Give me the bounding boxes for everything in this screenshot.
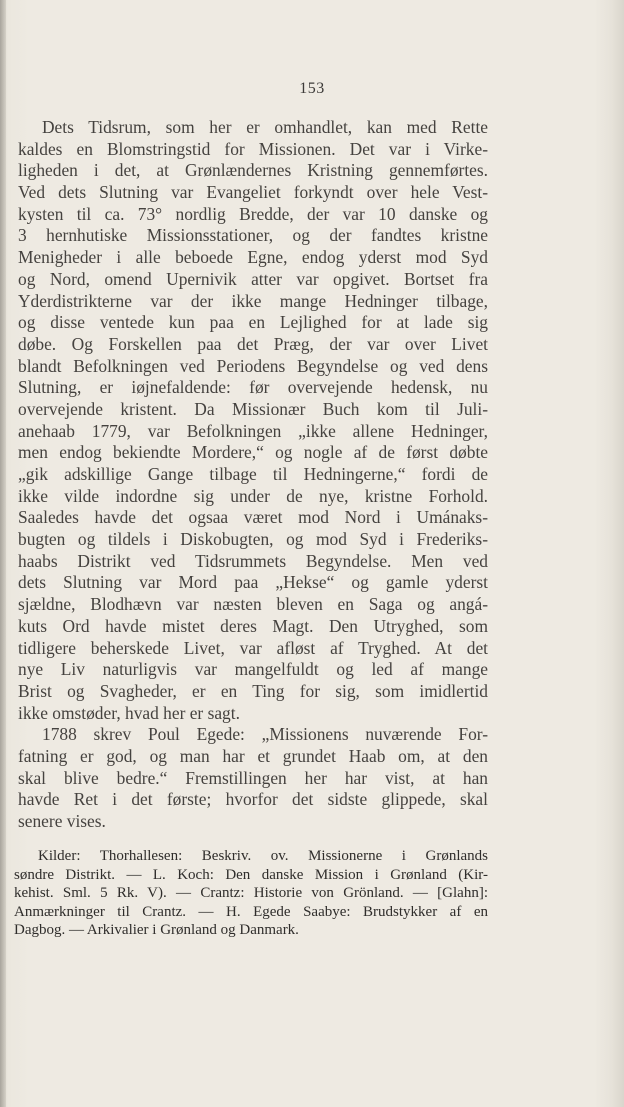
text-line: sjældne, Blodhævn var næsten bleven en Saga og angá-	[18, 594, 488, 615]
text-line: ikke omstøder, hvad her er sagt.	[18, 702, 240, 723]
page-number: 153	[299, 80, 325, 97]
text-line: Brist og Svagheder, er en Ting for sig, som imidlertid	[18, 680, 488, 701]
text-line: dets Slutning var Mord paa „Hekse“ og gamle yderst	[18, 572, 488, 593]
text-line: tidligere beherskede Livet, var afløst af Tryghed. At det	[18, 637, 488, 658]
text-line: 1788 skrev Poul Egede: „Missionens nuværende For-	[42, 724, 488, 745]
page-spine-shadow	[0, 0, 6, 1107]
text-line: fatning er god, og man har et grundet Haab om, at den	[18, 745, 488, 766]
text-line: senere vises.	[18, 811, 106, 831]
text-line: ligheden i det, at Grønlændernes Kristning gennemførtes.	[18, 160, 488, 181]
main-text	[18, 117, 488, 833]
text-line: bugten og tildels i Diskobugten, og mod Syd i Frederiks-	[18, 529, 488, 550]
text-line: og disse ventede kun paa en Lejlighed for at lade sig	[18, 312, 488, 333]
text-line: Dets Tidsrum, som her er omhandlet, kan med Rette	[42, 117, 488, 137]
text-line: Yderdistrikterne var der ikke mange Hedninger tilbage,	[18, 290, 488, 311]
text-line: men endog bekiendte Mordere,“ og nogle af de først døbte	[18, 442, 488, 463]
text-line: haabs Distrikt ved Tidsrummets Begyndelse. Men ved	[18, 550, 488, 571]
sources-block	[14, 847, 488, 940]
text-line: ikke vilde indordne sig under de nye, kristne Forhold.	[18, 485, 488, 506]
text-line: skal blive bedre.“ Fremstillingen her har vist, at han	[18, 767, 488, 788]
sources-line: Anmærkninger til Crantz. — H. Egede Saabye: Brudstykker af en	[14, 903, 488, 920]
text-line: Saaledes havde det ogsaa været mod Nord i Umánaks-	[18, 507, 488, 528]
text-line: overvejende kristent. Da Missionær Buch kom til Juli-	[18, 398, 488, 419]
text-line: havde Ret i det første; hvorfor det sidste glippede, skal	[18, 789, 488, 810]
text-line: nye Liv naturligvis var mangelfuldt og led af mange	[18, 659, 488, 680]
text-line: blandt Befolkningen ved Periodens Begyndelse og ved dens	[18, 355, 488, 376]
text-line: Ved dets Slutning var Evangeliet forkyndt over hele Vest-	[18, 182, 488, 203]
text-line: Slutning, er iøjnefaldende: før overvejende hedensk, nu	[18, 377, 488, 398]
text-line: „gik adskillige Gange tilbage til Hedningerne,“ fordi de	[18, 464, 488, 484]
sources-line: Dagbog. — Arkivalier i Grønland og Danmark.	[14, 922, 299, 939]
text-line: kuts Ord havde mistet deres Magt. Den Utryghed, som	[18, 615, 488, 636]
sources-line: kehist. Sml. 5 Rk. V). — Crantz: Historie von Grönland. — [Glahn]:	[14, 885, 488, 902]
text-line: Menigheder i alle beboede Egne, endog yderst mod Syd	[18, 247, 488, 268]
sources-line: søndre Distrikt. — L. Koch: Den danske Mission i Grønland (Kir-	[14, 866, 488, 883]
text-line: kaldes en Blomstringstid for Missionen. Det var i Virke-	[18, 138, 488, 159]
text-line: døbe. Og Forskellen paa det Præg, der var over Livet	[18, 333, 488, 354]
text-line: og Nord, omend Upernivik atter var opgivet. Bortset fra	[18, 268, 488, 289]
sources-line: Kilder: Thorhallesen: Beskriv. ov. Missionerne i Grønlands	[38, 848, 488, 864]
text-line: anehaab 1779, var Befolkningen „ikke allene Hedninger,	[18, 420, 488, 441]
text-line: kysten til ca. 73° nordlig Bredde, der var 10 danske og	[18, 203, 488, 224]
text-line: 3 hernhutiske Missionsstationer, og der fandtes kristne	[18, 225, 488, 246]
